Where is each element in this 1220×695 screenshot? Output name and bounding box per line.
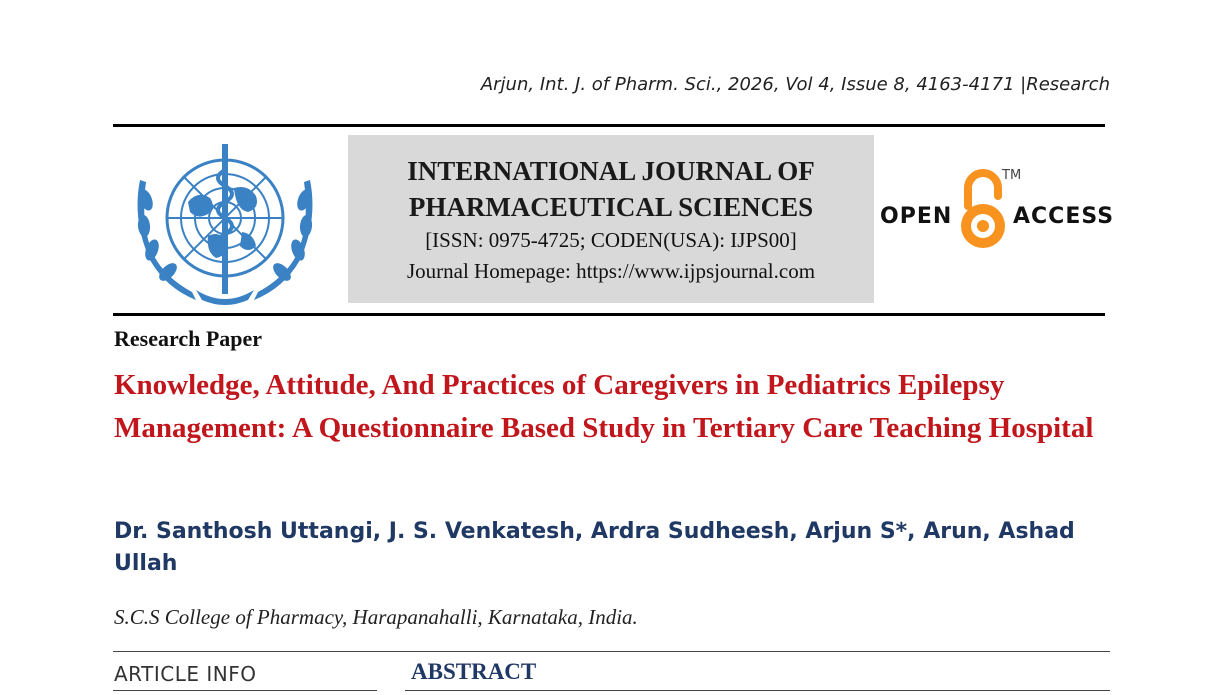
journal-info-box	[348, 135, 874, 303]
trademark-symbol: TM	[1002, 168, 1022, 183]
paper-type-label: Research Paper	[114, 326, 263, 351]
journal-issn: [ISSN: 0975-4725; CODEN(USA): IJPS00]	[425, 228, 797, 252]
section-divider	[113, 651, 1110, 652]
journal-homepage: Journal Homepage: https://www.ijpsjournal.com	[406, 259, 816, 283]
header-top-rule	[113, 124, 1105, 127]
open-access-word-open: OPEN	[880, 204, 953, 229]
abstract-heading: ABSTRACT	[411, 659, 537, 684]
author-list: Dr. Santhosh Uttangi, J. S. Venkatesh, Ardra Sudheesh, Arjun S*, Arun, Ashad Ullah	[114, 519, 1075, 576]
article-info-heading: ARTICLE INFO	[114, 662, 257, 686]
abstract-underline	[405, 690, 1110, 691]
open-access-word-access: ACCESS	[1013, 204, 1115, 229]
journal-title-line-1: INTERNATIONAL JOURNAL OF	[407, 156, 815, 186]
header-bottom-rule	[113, 313, 1105, 316]
article-info-underline	[113, 690, 377, 691]
affiliation: S.C.S College of Pharmacy, Harapanahalli, Karnataka, India.	[114, 605, 638, 629]
open-access-logo	[880, 162, 1115, 254]
paper-title: Knowledge, Attitude, And Practices of Caregivers in Pediatrics Epilepsy Management: A Questionnaire Based Study in Tertiary Care Teaching Hospital	[114, 369, 1094, 444]
running-header: Arjun, Int. J. of Pharm. Sci., 2026, Vol 4, Issue 8, 4163-4171 |Research	[480, 74, 1110, 95]
journal-title-line-2: PHARMACEUTICAL SCIENCES	[408, 192, 814, 222]
journal-emblem-logo	[126, 140, 324, 306]
